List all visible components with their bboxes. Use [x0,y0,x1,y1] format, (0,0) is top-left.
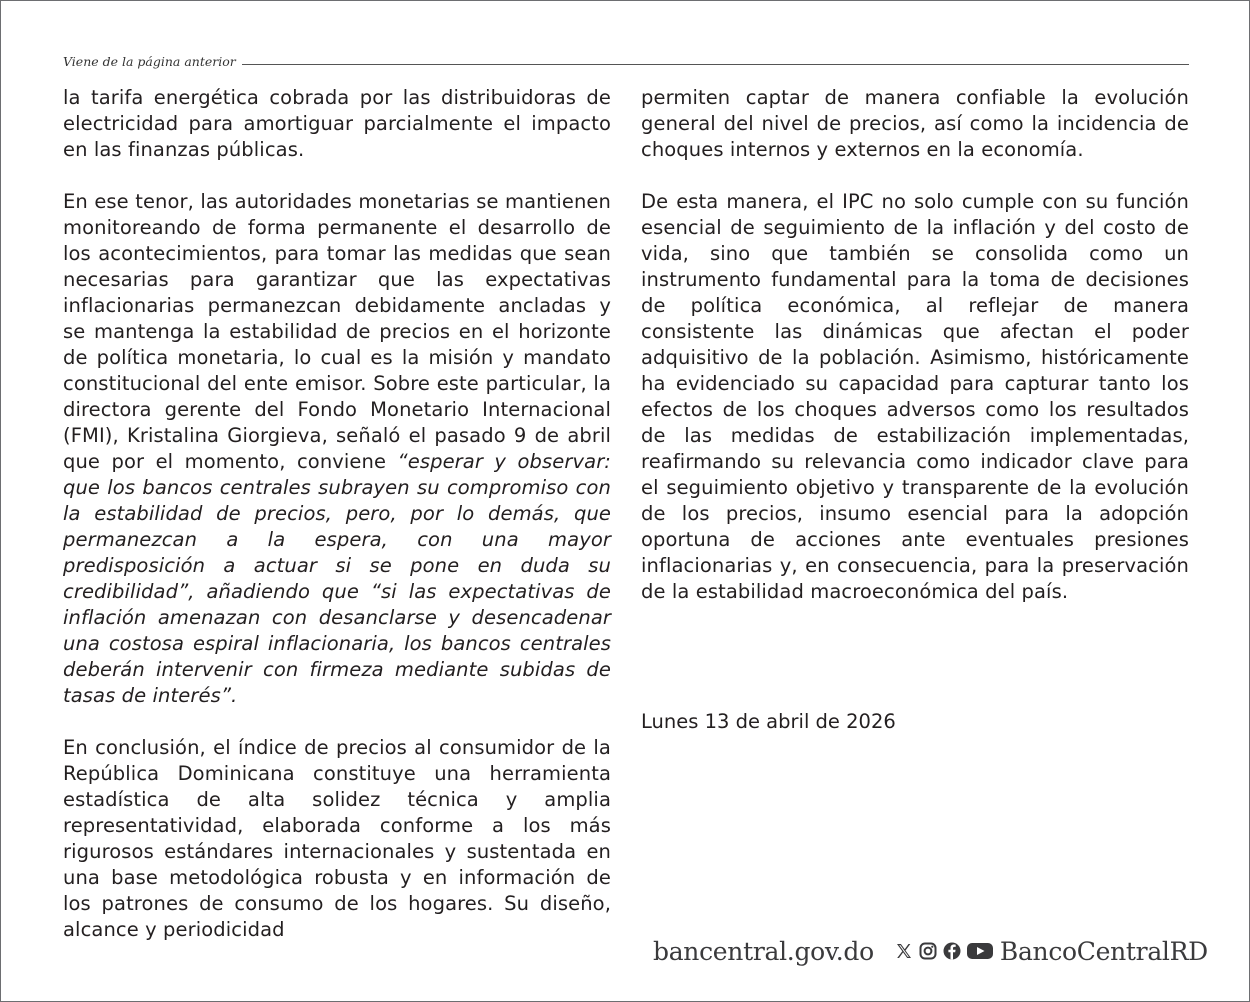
left-paragraph-2-text: En ese tenor, las autoridades monetarias se mantienen monitoreando de forma permanente el desarrollo de los acontecimientos, para tomar las medidas que sean necesarias para garantizar que las expectativas inflacionarias permanezcan debidamente ancladas y se mantenga la estabilidad de precios en el horizonte de política monetaria, lo cual es la misión y mandato constitucional del ente emisor. Sobre este particular, la directora gerente del Fondo Monetario Internacional (FMI), Kristalina Giorgieva, señaló el pasado 9 de abril que por el momento, conviene [63,190,611,473]
social-handle[interactable]: BancoCentralRD [999,936,1208,966]
instagram-icon[interactable] [918,941,938,961]
footer [653,931,1208,971]
continued-from-previous-label: Viene de la página anterior [63,53,236,69]
imf-quote: “esperar y observar: que los bancos centrales subrayen su compromiso con la estabilidad de precios, pero, por lo demás, que permanezcan a la espera, con una mayor predisposición a actuar si se pone en duda su credibilidad”, añadiendo que “si las expectativas de inflación amenazan con desanclarse y desencadenar una costosa espiral inflacionaria, los bancos centrales deberán intervenir con firmeza mediante subidas de tasas de interés”. [63,450,611,707]
social-icons [894,941,994,961]
facebook-icon[interactable] [942,941,962,961]
right-paragraph-2: De esta manera, el IPC no solo cumple con su función esencial de seguimiento de la inflación y del costo de vida, sino que también se consolida como un instrumento fundamental para la toma de decisiones de política económica, al reflejar de manera consistente las dinámicas que afectan el poder adquisitivo de la población. Asimismo, históricamente ha evidenciado su capacidad para capturar tanto los efectos de los choques adversos como los resultados de las medidas de estabilización implementadas, reafirmando su relevancia como indicador clave para el seguimiento objetivo y transparente de la evolución de los precios, insumo esencial para la adopción oportuna de acciones ante eventuales presiones inflacionarias y, en consecuencia, para la preservación de la estabilidad macroeconómica del país. [641,190,1189,603]
youtube-icon[interactable] [966,941,994,961]
right-paragraph-1: permiten captar de manera confiable la evolución general del nivel de precios, así como la incidencia de choques internos y externos en la economía. [641,86,1189,161]
left-paragraph-3: En conclusión, el índice de precios al consumidor de la República Dominicana constituye una herramienta estadística de alta solidez técnica y amplia representatividad, elaborada conforme a los más rigurosos estándares internacionales y sustentada en una base metodológica robusta y en información de los patrones de consumo de los hogares. Su diseño, alcance y periodicidad [63,736,611,941]
page-header [63,51,1189,71]
left-paragraph-1: la tarifa energética cobrada por las distribuidoras de electricidad para amortiguar parcialmente el impacto en las finanzas públicas. [63,86,611,161]
website-link[interactable]: bancentral.gov.do [653,936,874,966]
x-icon[interactable] [894,941,914,961]
header-rule [242,64,1189,65]
publication-date: Lunes 13 de abril de 2026 [641,710,896,733]
left-paragraph-2 [63,189,611,709]
right-column [641,85,1189,605]
left-column [63,85,611,943]
